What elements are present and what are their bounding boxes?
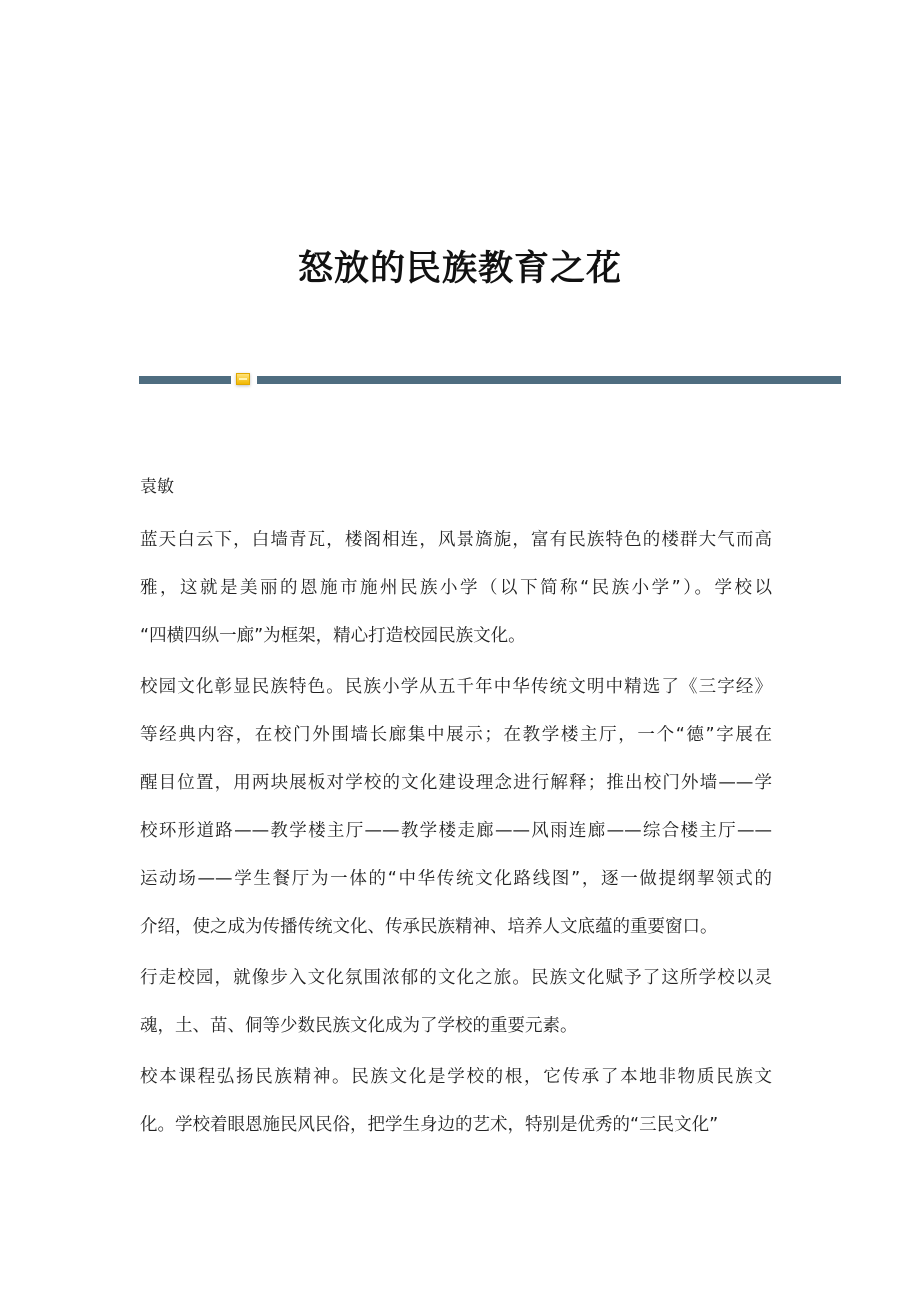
paragraph-line: 等经典内容，在校门外围墙长廊集中展示；在教学楼主厅，一个“德”字展在 (140, 725, 772, 745)
paragraph (140, 675, 772, 963)
paragraph-line: 行走校园，就像步入文化氛围浓郁的文化之旅。民族文化赋予了这所学校以灵 (140, 968, 772, 988)
divider-rule-left (139, 376, 231, 384)
paragraph-line: 蓝天白云下，白墙青瓦，楼阁相连，风景旖旎，富有民族特色的楼群大气而高 (140, 530, 772, 550)
paragraph-line: 介绍，使之成为传播传统文化、传承民族精神、培养人文底蕴的重要窗口。 (140, 917, 718, 937)
paragraph-line: 运动场——学生餐厅为一体的“中华传统文化路线图”，逐一做提纲挈领式的 (140, 869, 772, 889)
paragraph-line: “四横四纵一廊”为框架，精心打造校园民族文化。 (140, 626, 526, 646)
author-name: 袁敏 (140, 477, 174, 497)
divider-rule-right (257, 376, 841, 384)
document-title: 怒放的民族教育之花 (297, 248, 622, 290)
paragraph-line: 醒目位置，用两块展板对学校的文化建设理念进行解释；推出校门外墙——学 (140, 773, 772, 793)
paragraph-line: 校环形道路——教学楼主厅——教学楼走廊——风雨连廊——综合楼主厅—— (140, 821, 772, 841)
paragraph (140, 966, 772, 1062)
paragraph (140, 528, 772, 672)
paragraph-line: 魂，土、苗、侗等少数民族文化成为了学校的重要元素。 (140, 1016, 578, 1036)
paragraph-line: 雅，这就是美丽的恩施市施州民族小学（以下简称“民族小学”）。学校以 (140, 578, 772, 598)
paragraph-line: 校园文化彰显民族特色。民族小学从五千年中华传统文明中精选了《三字经》 (140, 677, 772, 697)
divider-ornament-icon (236, 373, 250, 385)
paragraph-line: 化。学校着眼恩施民风民俗，把学生身边的艺术，特别是优秀的“三民文化” (140, 1115, 719, 1135)
article-body (140, 528, 772, 1164)
paragraph-line: 校本课程弘扬民族精神。民族文化是学校的根，它传承了本地非物质民族文 (140, 1067, 772, 1087)
paragraph (140, 1065, 772, 1161)
